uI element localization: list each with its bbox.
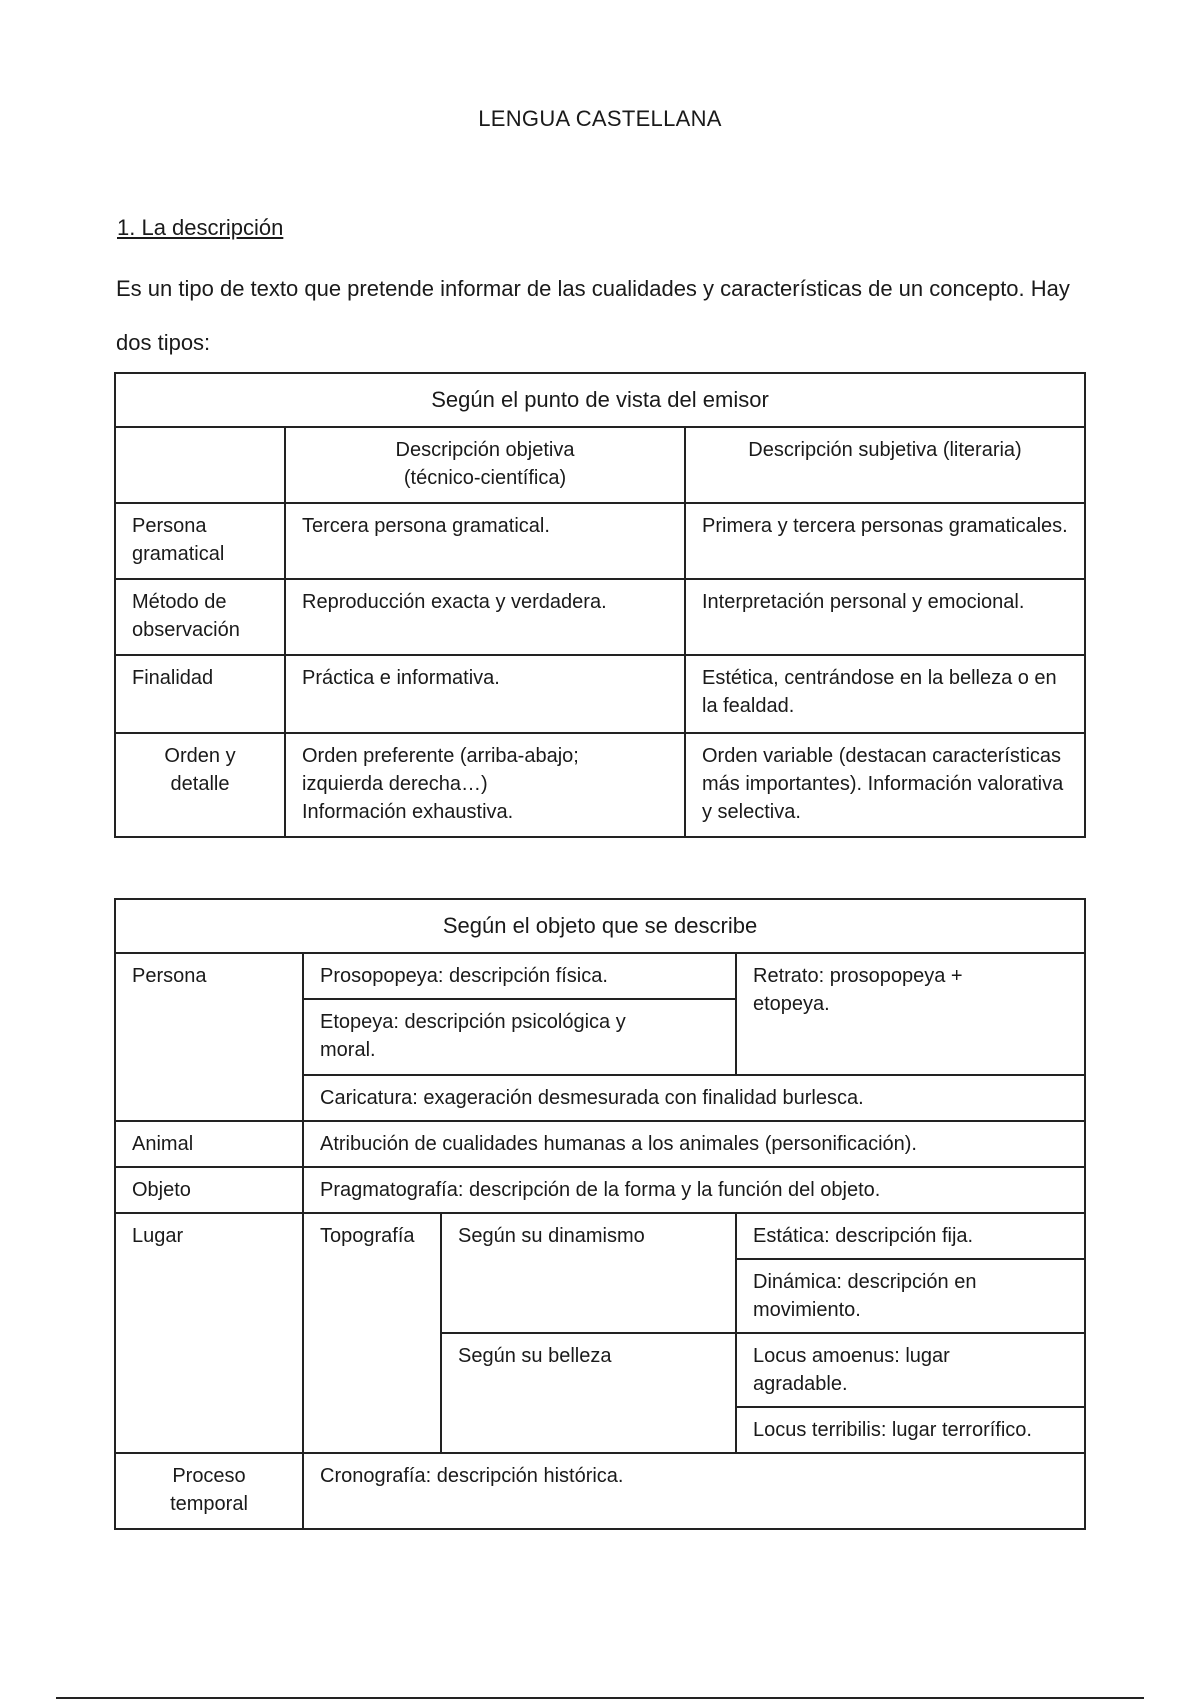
- table-row: [115, 1167, 1085, 1213]
- table-cell: Práctica e informativa.: [285, 655, 685, 733]
- table-cell: Primera y tercera personas gramaticales.: [685, 503, 1085, 579]
- section-heading: 1. La descripción: [117, 215, 284, 240]
- table-row: [115, 1453, 1085, 1529]
- table-cell: Estética, centrándose en la belleza o en la fealdad.: [685, 655, 1085, 733]
- document-title: LENGUA CASTELLANA: [478, 106, 722, 131]
- table-cell: Dinámica: descripción en movimiento.: [736, 1259, 1085, 1333]
- table-cell: Prosopopeya: descripción física.: [303, 953, 736, 999]
- empty-corner-cell: [115, 427, 285, 503]
- table-cell: Orden preferente (arriba-abajo; izquierda derecha…) Información exhaustiva.: [285, 733, 685, 837]
- objeto-table: [114, 898, 1086, 1530]
- table-cell: Locus terribilis: lugar terrorífico.: [736, 1407, 1085, 1453]
- table-caption: Según el objeto que se describe: [115, 899, 1085, 953]
- table-cell: Según su belleza: [441, 1333, 736, 1453]
- table-row: [115, 899, 1085, 953]
- table-row: [115, 655, 1085, 733]
- table-cell: Etopeya: descripción psicológica y moral.: [303, 999, 736, 1075]
- table-cell: Topografía: [303, 1213, 441, 1453]
- intro-paragraph: Es un tipo de texto que pretende informar de las cualidades y características de un concepto. Hay dos tipos:: [116, 276, 1070, 355]
- table-row: [115, 1213, 1085, 1259]
- table-row: [115, 1121, 1085, 1167]
- table-cell: Cronografía: descripción histórica.: [303, 1453, 1085, 1529]
- table-header-row: [115, 427, 1085, 503]
- row-label: Orden y detalle: [115, 733, 285, 837]
- table-cell: Interpretación personal y emocional.: [685, 579, 1085, 655]
- row-label: Persona: [115, 953, 303, 1121]
- table-cell: Según su dinamismo: [441, 1213, 736, 1333]
- table-cell: Estática: descripción fija.: [736, 1213, 1085, 1259]
- table-cell: Caricatura: exageración desmesurada con finalidad burlesca.: [303, 1075, 1085, 1121]
- column-header-subjective: Descripción subjetiva (literaria): [685, 427, 1085, 503]
- table-cell: Locus amoenus: lugar agradable.: [736, 1333, 1085, 1407]
- table-cell: Atribución de cualidades humanas a los animales (personificación).: [303, 1121, 1085, 1167]
- table-cell: Reproducción exacta y verdadera.: [285, 579, 685, 655]
- table-row: [115, 503, 1085, 579]
- table-cell: Orden variable (destacan características más importantes). Información valorativa y selectiva.: [685, 733, 1085, 837]
- table-caption: Según el punto de vista del emisor: [115, 373, 1085, 427]
- row-label: Persona gramatical: [115, 503, 285, 579]
- table-cell: Tercera persona gramatical.: [285, 503, 685, 579]
- table-row: [115, 953, 1085, 999]
- table-row: [115, 733, 1085, 837]
- table-row: [115, 373, 1085, 427]
- emisor-table: [114, 372, 1086, 838]
- row-label: Lugar: [115, 1213, 303, 1453]
- table-row: [115, 579, 1085, 655]
- column-header-objective: Descripción objetiva (técnico-científica): [285, 427, 685, 503]
- row-label: Objeto: [115, 1167, 303, 1213]
- footer-divider: [56, 1697, 1144, 1699]
- row-label: Finalidad: [115, 655, 285, 733]
- table-cell: Retrato: prosopopeya + etopeya.: [736, 953, 1085, 1075]
- table-cell: Pragmatografía: descripción de la forma y la función del objeto.: [303, 1167, 1085, 1213]
- row-label: Método de observación: [115, 579, 285, 655]
- row-label: Animal: [115, 1121, 303, 1167]
- row-label: Proceso temporal: [115, 1453, 303, 1529]
